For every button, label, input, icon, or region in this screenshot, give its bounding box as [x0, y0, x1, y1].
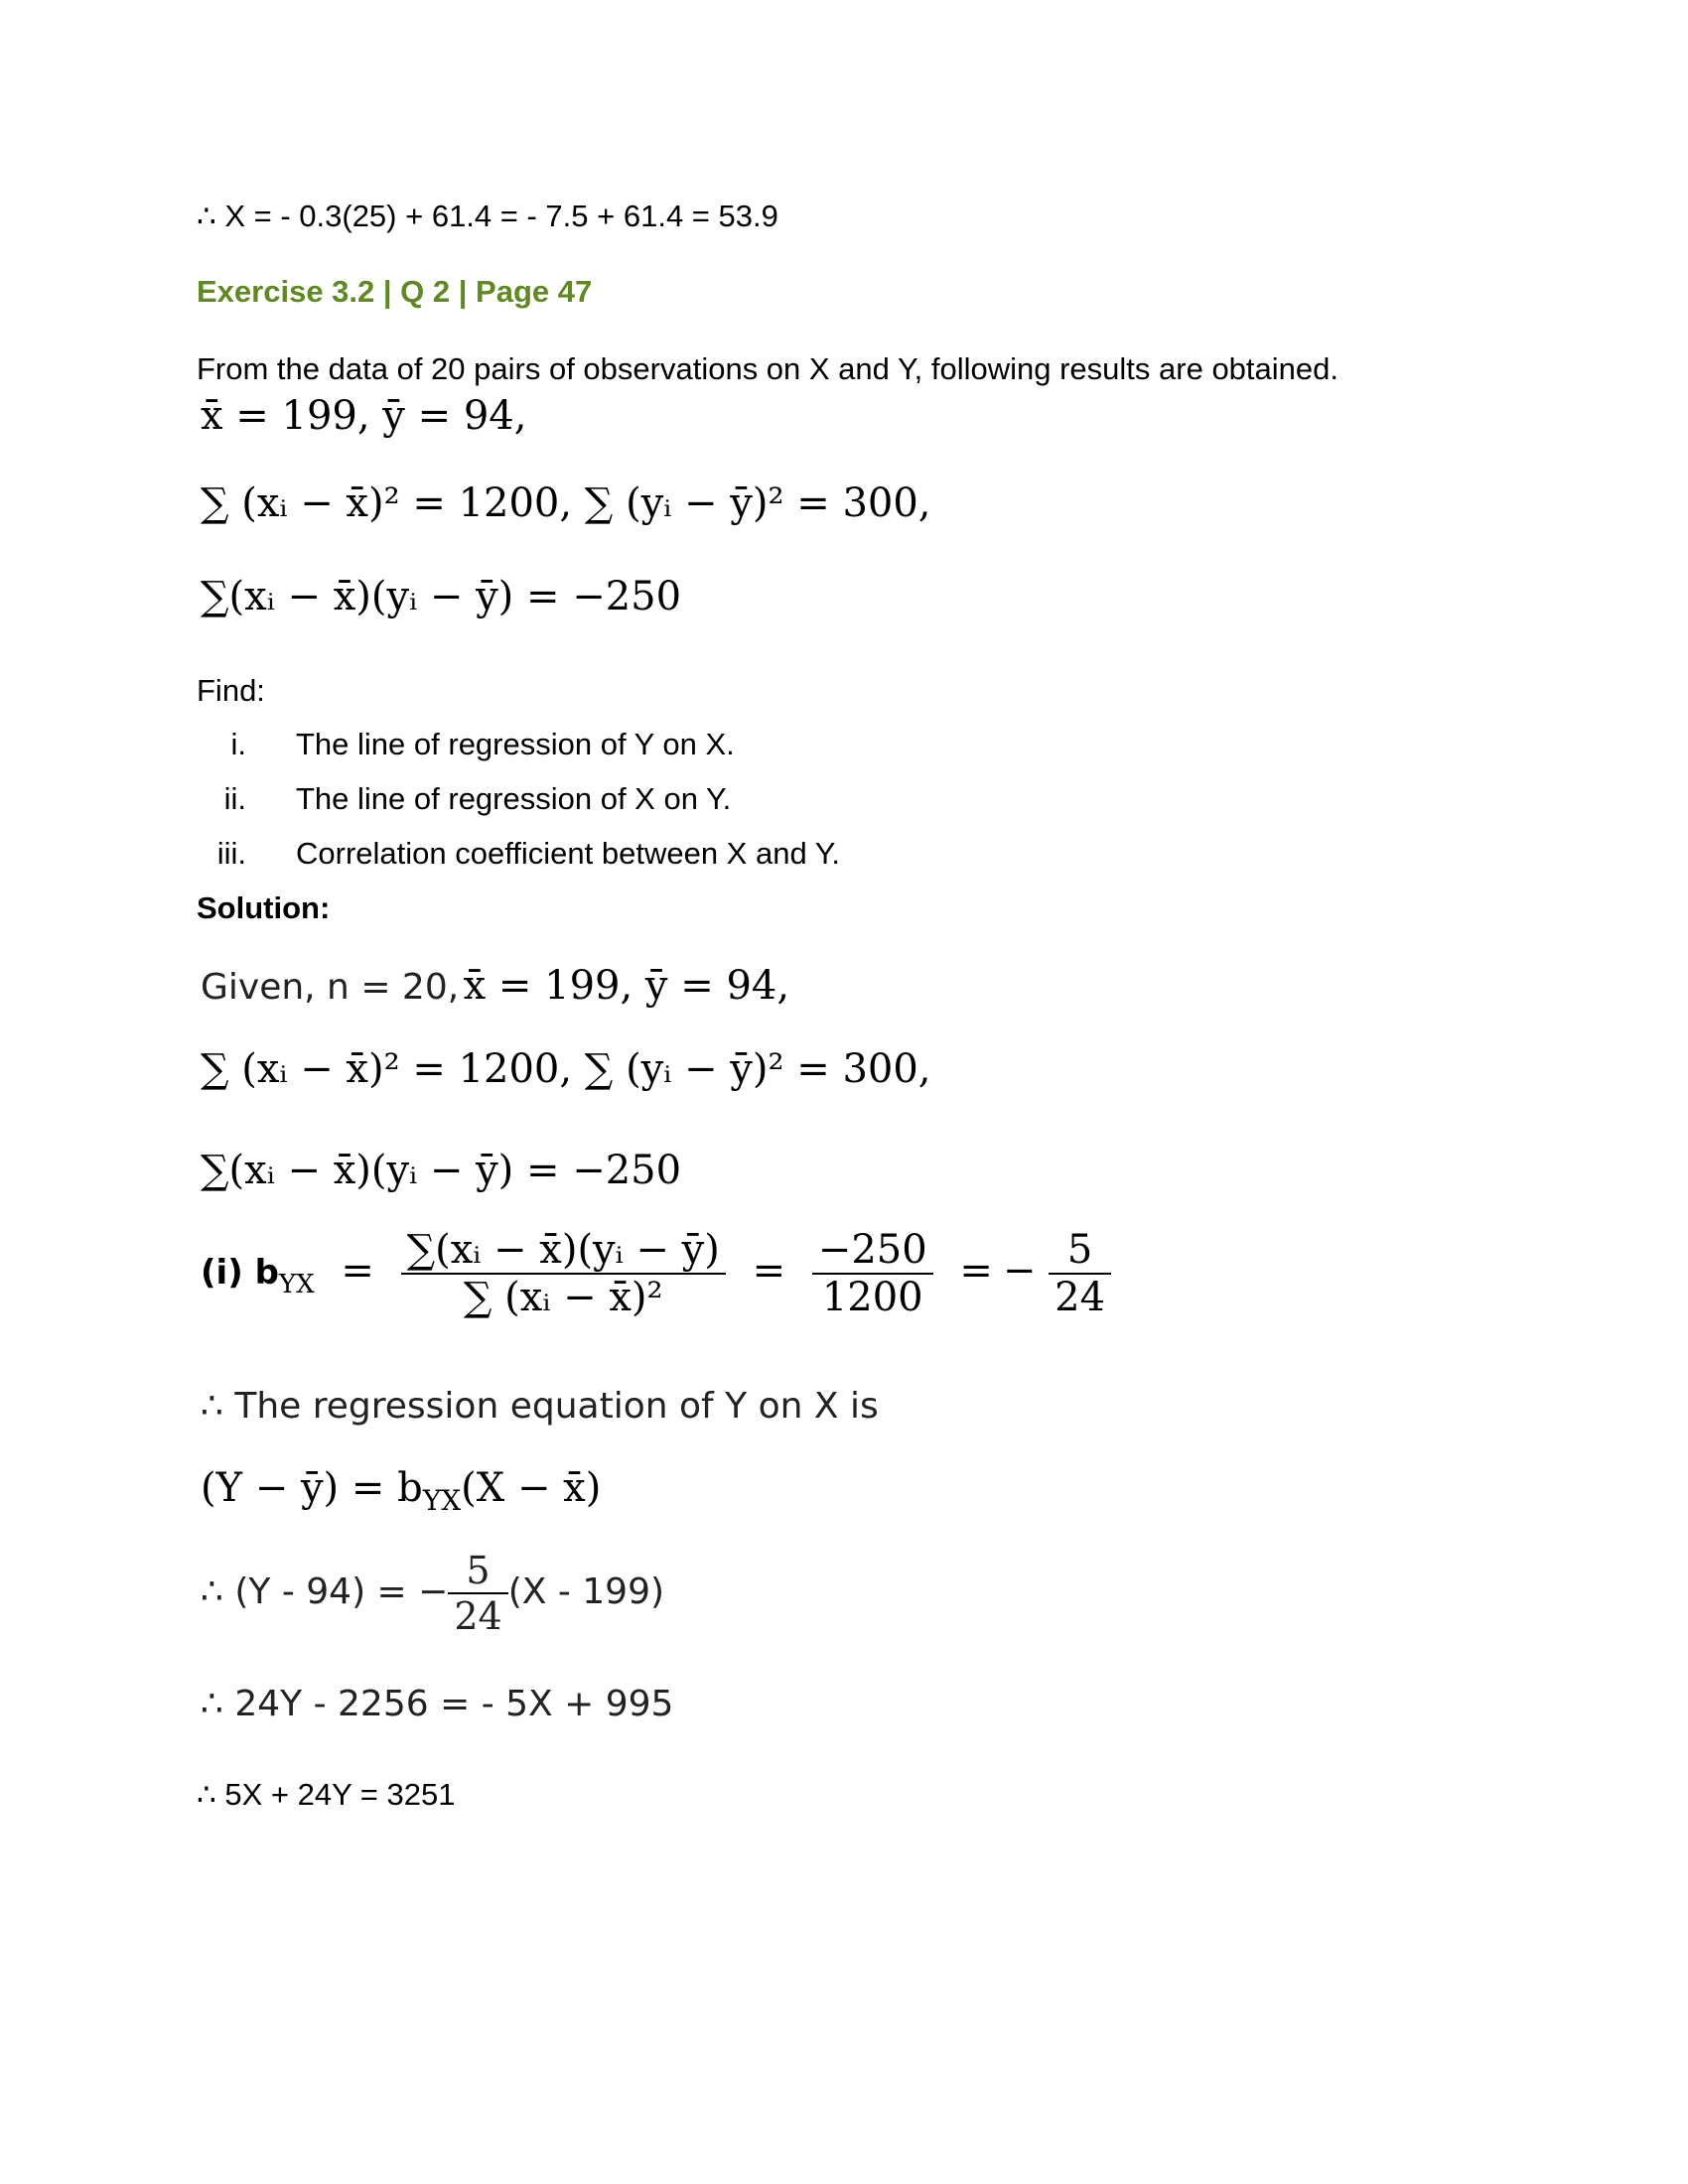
byx-equals-3: = [959, 1248, 993, 1294]
byx-result-numerator: 5 [1049, 1227, 1111, 1275]
regression-general-equation [201, 1465, 601, 1517]
find-item-number: i. [230, 727, 246, 761]
byx-equals-2: = [752, 1248, 786, 1294]
byx-equation [201, 1227, 1111, 1320]
find-item [0, 781, 993, 821]
byx-equals: = [341, 1248, 374, 1294]
byx-formula-numerator: ∑(xᵢ − x̄)(yᵢ − ȳ) [401, 1227, 726, 1275]
regression-lhs: (Y − ȳ) = b [201, 1465, 423, 1511]
solution-sum-squares-equation: ∑ (xᵢ − x̄)² = 1200, ∑ (yᵢ − ȳ)² = 300, [201, 1046, 931, 1092]
top-result-line: ∴ X = - 0.3(25) + 61.4 = - 7.5 + 61.4 = 53.9 [197, 199, 778, 233]
find-item-number: iii. [216, 836, 246, 871]
question-intro: From the data of 20 pairs of observations on X and Y, following results are obtained. [197, 351, 1338, 386]
byx-subscript: YX [278, 1270, 315, 1299]
byx-fraction-formula [401, 1227, 726, 1320]
find-item-text: Correlation coefficient between X and Y. [296, 836, 841, 871]
step-substitution [201, 1549, 664, 1638]
solution-sum-products-equation: ∑(xᵢ − x̄)(yᵢ − ȳ) = −250 [201, 1148, 682, 1193]
byx-fraction-result [1049, 1227, 1111, 1320]
regression-statement: ∴ The regression equation of Y on X is [201, 1386, 879, 1427]
given-prefix: Given, n = 20, [201, 967, 460, 1008]
find-item-number: ii. [223, 781, 246, 816]
find-label: Find: [197, 673, 265, 708]
solution-given-line [201, 963, 789, 1009]
byx-values-numerator: −250 [812, 1227, 933, 1275]
step1-numerator: 5 [448, 1549, 507, 1594]
step1-denominator: 24 [454, 1594, 502, 1638]
question-sum-products-equation: ∑(xᵢ − x̄)(yᵢ − ȳ) = −250 [201, 574, 682, 619]
find-item [0, 727, 993, 766]
regression-subscript: YX [422, 1484, 462, 1517]
find-item-text: The line of regression of X on Y. [296, 781, 732, 816]
byx-values-denominator: 1200 [821, 1275, 923, 1320]
byx-result-denominator: 24 [1055, 1275, 1106, 1320]
byx-formula-denominator: ∑ (xᵢ − x̄)² [463, 1275, 663, 1320]
byx-label: (i) b [201, 1253, 279, 1293]
step-expanded: ∴ 24Y - 2256 = - 5X + 995 [201, 1684, 674, 1724]
find-item-text: The line of regression of Y on X. [296, 727, 735, 761]
question-means-equation: x̄ = 199, ȳ = 94, [201, 393, 527, 439]
find-item [0, 836, 993, 876]
given-equation: x̄ = 199, ȳ = 94, [463, 963, 790, 1009]
step1-suffix: (X - 199) [507, 1571, 665, 1612]
step1-fraction [448, 1549, 507, 1638]
question-sum-squares-equation: ∑ (xᵢ − x̄)² = 1200, ∑ (yᵢ − ȳ)² = 300, [201, 480, 931, 526]
regression-rhs: (X − x̄) [461, 1465, 602, 1511]
step1-prefix: ∴ (Y - 94) = − [201, 1571, 449, 1612]
exercise-heading: Exercise 3.2 | Q 2 | Page 47 [197, 274, 593, 309]
solution-label: Solution: [197, 890, 331, 925]
final-equation: ∴ 5X + 24Y = 3251 [197, 1777, 456, 1812]
byx-negative-sign: − [1002, 1248, 1037, 1294]
byx-fraction-values [812, 1227, 933, 1320]
